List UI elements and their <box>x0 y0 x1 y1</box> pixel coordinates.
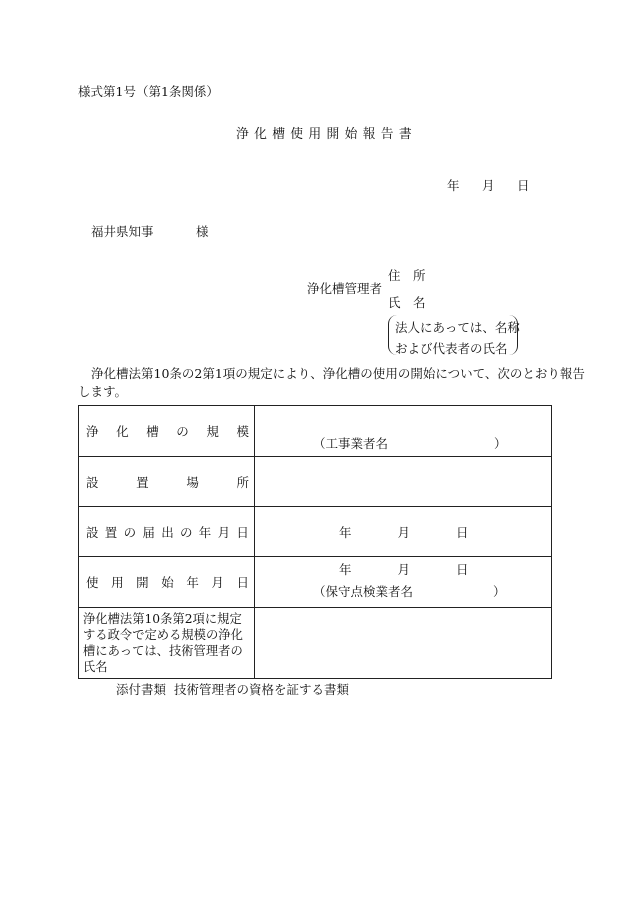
date-day-label: 日 <box>517 178 530 193</box>
label-notification-date: 設 置 の 届 出 の 年 月 日 <box>86 524 249 540</box>
notification-month: 月 <box>397 524 411 540</box>
addressee-name: 福井県知事 <box>91 224 154 239</box>
notification-year: 年 <box>339 524 352 540</box>
table-row-location <box>79 457 552 507</box>
page-title: 浄化槽使用開始報告書 <box>236 127 417 142</box>
label-location: 設 置 場 所 <box>86 474 249 490</box>
table-row-manager <box>79 608 552 679</box>
name-label: 氏 名 <box>388 295 426 310</box>
table-row-start-date <box>79 557 552 608</box>
value-cell-notification-date[interactable] <box>255 507 552 557</box>
table-row-scale <box>79 406 552 457</box>
label-start-date: 使 用 開 始 年 月 日 <box>86 575 249 590</box>
inspector-close: ） <box>493 584 506 599</box>
body-text-line2: します。 <box>78 384 128 399</box>
label-cell-location <box>79 457 255 507</box>
label-cell-start-date <box>79 557 255 608</box>
attachment-text: 技術管理者の資格を証する書類 <box>174 682 350 697</box>
date-month-label: 月 <box>482 178 495 193</box>
value-cell-location[interactable] <box>255 457 552 507</box>
corporation-note-line1: 法人にあっては、名称 <box>395 320 520 335</box>
body-text-line1: 浄化槽法第10条の2第1項の規定により、浄化槽の使用の開始について、次のとおり報告 <box>91 366 585 381</box>
contractor-close: ） <box>494 436 507 451</box>
label-cell-scale <box>79 406 255 457</box>
inspector-open: （保守点検業者名 <box>313 584 414 599</box>
addressee-honorific: 様 <box>196 224 209 239</box>
value-cell-start-date[interactable] <box>255 557 552 608</box>
start-day: 日 <box>456 562 469 577</box>
attachment-label: 添付書類 <box>116 682 167 697</box>
label-manager: 浄化槽法第10条第2項に規定する政令で定める規模の浄化槽にあっては、技術管理者の氏名 <box>83 612 243 674</box>
contractor-open: （工事業者名 <box>313 436 389 451</box>
value-cell-manager[interactable] <box>255 608 552 679</box>
label-scale: 浄 化 槽 の 規 模 <box>86 424 249 439</box>
form-number: 様式第1号（第1条関係） <box>78 84 219 99</box>
address-label: 住 所 <box>388 268 426 283</box>
date-year-label: 年 <box>447 178 460 193</box>
applicant-role-label: 浄化槽管理者 <box>307 281 383 296</box>
report-table <box>78 405 552 679</box>
label-cell-manager <box>79 608 255 679</box>
label-cell-notification-date <box>79 507 255 557</box>
start-month: 月 <box>397 562 411 577</box>
value-cell-scale[interactable] <box>255 406 552 457</box>
corporation-note-line2: および代表者の氏名 <box>395 341 508 356</box>
notification-day: 日 <box>456 524 469 540</box>
table-row-notification-date <box>79 507 552 557</box>
start-year: 年 <box>339 562 352 577</box>
